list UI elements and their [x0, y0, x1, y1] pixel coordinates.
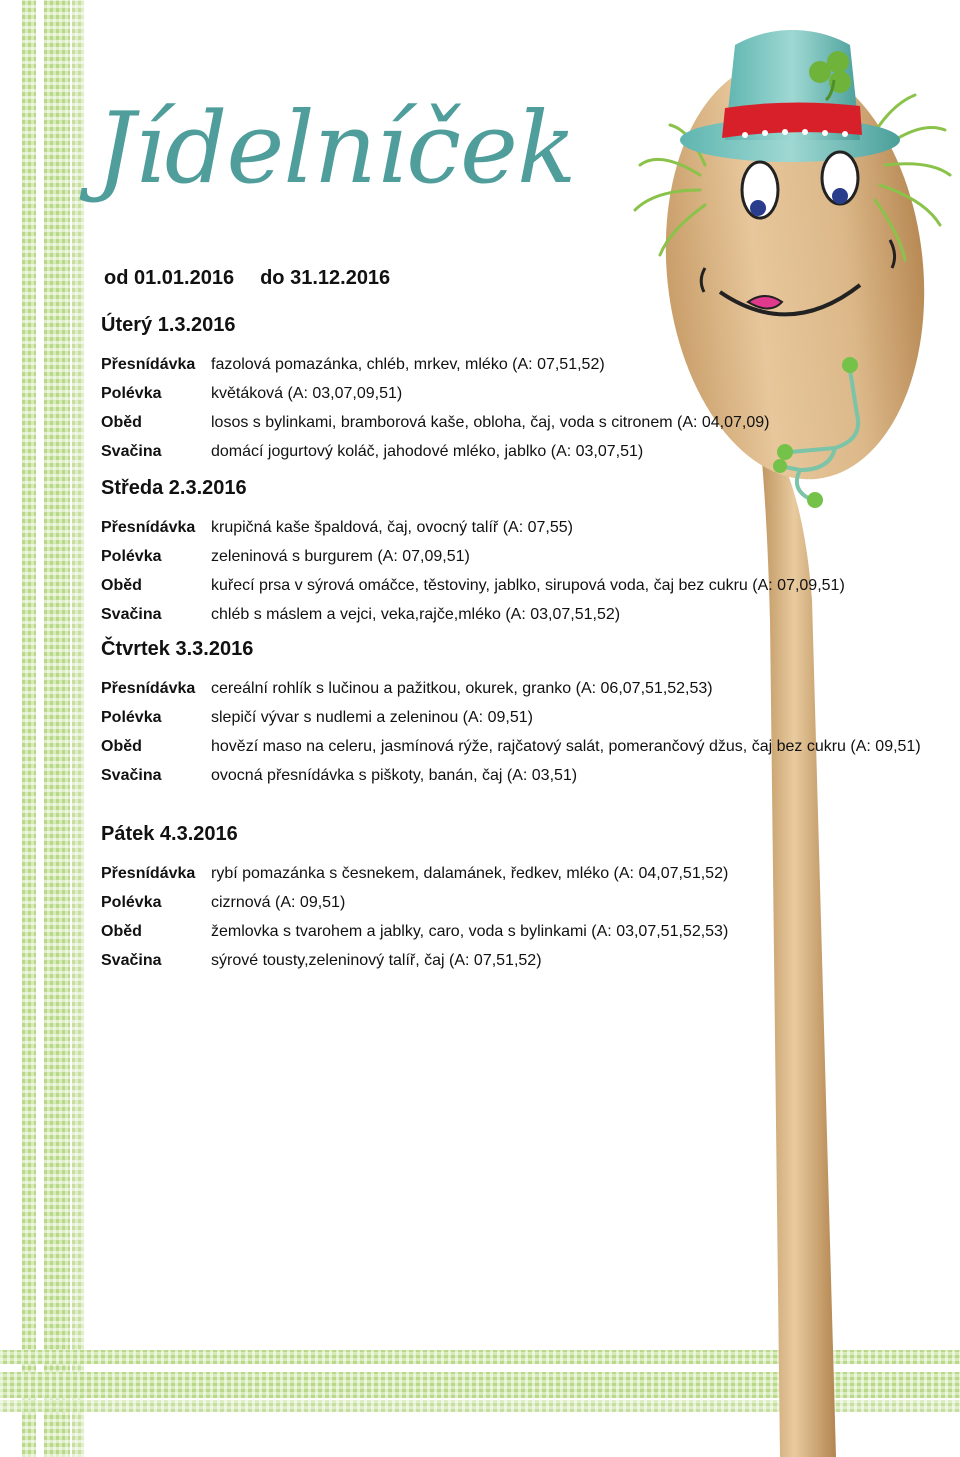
meal-row [101, 603, 941, 626]
meal-text: fazolová pomazánka, chléb, mrkev, mléko (A: 07,51,52) [211, 356, 605, 373]
meal-row [101, 411, 941, 434]
meal-label: Svačina [101, 443, 162, 460]
day-title: Středa 2.3.2016 [101, 477, 247, 499]
day-title: Pátek 4.3.2016 [101, 823, 238, 845]
meal-label: Polévka [101, 709, 162, 726]
meal-text: ovocná přesnídávka s piškoty, banán, čaj (A: 03,51) [211, 767, 578, 784]
meal-label: Polévka [101, 385, 162, 402]
meal-text: žemlovka s tvarohem a jablky, caro, voda s bylinkami (A: 03,07,51,52,53) [211, 923, 729, 940]
page-title: Jídelníček [96, 92, 576, 206]
meal-label: Svačina [101, 606, 162, 623]
meal-row [101, 862, 941, 885]
meal-text: hovězí maso na celeru, jasmínová rýže, rajčatový salát, pomerančový džus, čaj bez cukru (A: 09,51) [211, 738, 921, 755]
day-title: Čtvrtek 3.3.2016 [101, 638, 254, 660]
meal-text: kuřecí prsa v sýrová omáčce, těstoviny, jablko, sirupová voda, čaj bez cukru (A: 07,09,51) [211, 577, 845, 594]
meal-row [101, 706, 941, 729]
meal-text: cizrnová (A: 09,51) [211, 894, 346, 911]
day-menu-tuesday [101, 314, 941, 469]
meal-row [101, 735, 941, 758]
meal-label: Přesnídávka [101, 865, 196, 882]
meal-row [101, 891, 941, 914]
day-menu-thursday [101, 638, 941, 793]
meal-row [101, 516, 941, 539]
meal-row [101, 677, 941, 700]
meal-text: chléb s máslem a vejci, veka,rajče,mléko (A: 03,07,51,52) [211, 606, 621, 623]
meal-text: zeleninová s burgurem (A: 07,09,51) [211, 548, 470, 565]
meal-row [101, 920, 941, 943]
meal-label: Polévka [101, 894, 162, 911]
meal-label: Oběd [101, 738, 142, 755]
meal-row [101, 353, 941, 376]
meal-text: rybí pomazánka s česnekem, dalamánek, ředkev, mléko (A: 04,07,51,52) [211, 865, 729, 882]
period-to: do 31.12.2016 [260, 267, 391, 289]
period-from: od 01.01.2016 [104, 267, 235, 289]
meal-row [101, 764, 941, 787]
day-title: Úterý 1.3.2016 [101, 314, 236, 336]
meal-label: Svačina [101, 952, 162, 969]
meal-row [101, 949, 941, 972]
meal-label: Polévka [101, 548, 162, 565]
meal-label: Přesnídávka [101, 519, 196, 536]
meal-label: Přesnídávka [101, 680, 196, 697]
meal-label: Svačina [101, 767, 162, 784]
meal-label: Oběd [101, 923, 142, 940]
meal-label: Oběd [101, 414, 142, 431]
meal-row [101, 440, 941, 463]
meal-label: Oběd [101, 577, 142, 594]
meal-text: krupičná kaše špaldová, čaj, ovocný talíř (A: 07,55) [211, 519, 573, 536]
meal-row [101, 382, 941, 405]
meal-text: květáková (A: 03,07,09,51) [211, 385, 403, 402]
meal-text: sýrové tousty,zeleninový talíř, čaj (A: 07,51,52) [211, 952, 542, 969]
meal-text: losos s bylinkami, bramborová kaše, obloha, čaj, voda s citronem (A: 04,07,09) [211, 414, 770, 431]
menu-period [104, 267, 390, 290]
day-menu-wednesday [101, 477, 941, 632]
meal-text: cereální rohlík s lučinou a pažitkou, okurek, granko (A: 06,07,51,52,53) [211, 680, 713, 697]
meal-row [101, 574, 941, 597]
meal-text: slepičí vývar s nudlemi a zeleninou (A: 09,51) [211, 709, 533, 726]
meal-label: Přesnídávka [101, 356, 196, 373]
day-menu-friday [101, 823, 941, 978]
meal-row [101, 545, 941, 568]
meal-text: domácí jogurtový koláč, jahodové mléko, jablko (A: 03,07,51) [211, 443, 644, 460]
